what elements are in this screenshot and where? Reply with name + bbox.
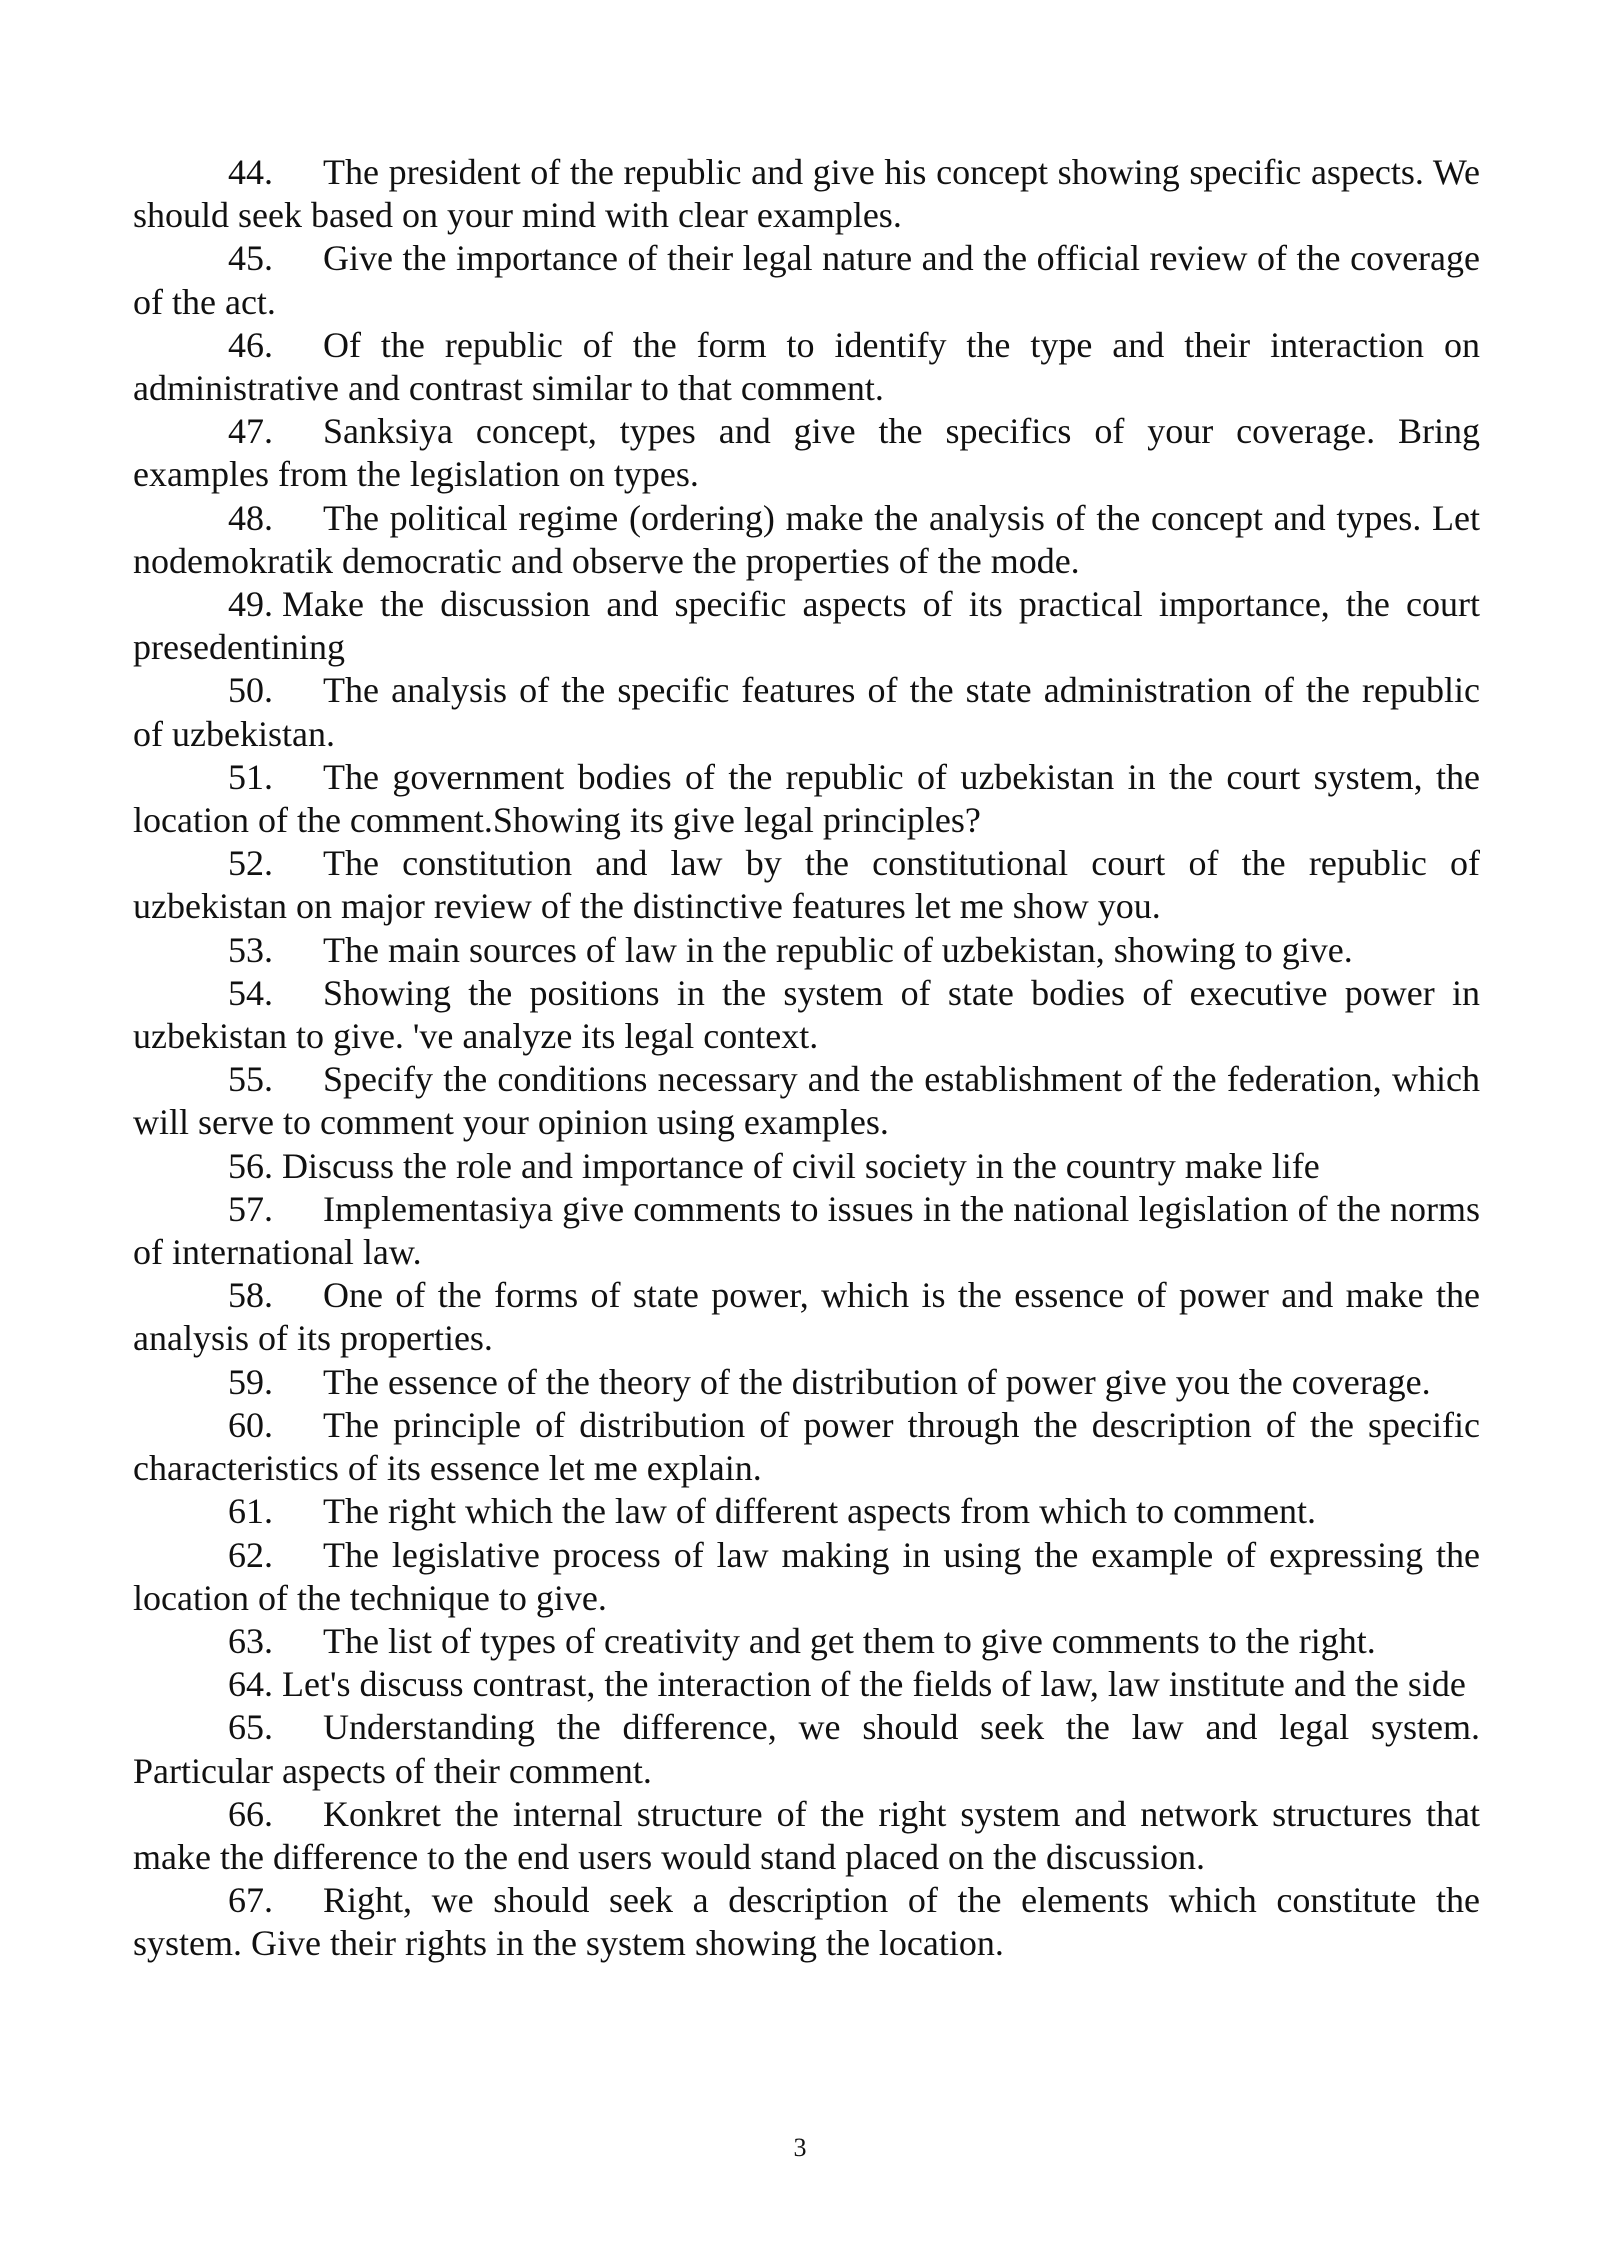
item-number: 52. [228,843,273,884]
item-text: The president of the republic and give his concept showing specific aspects. We should seek based on your mind with clear examples. [133,152,1480,236]
item-text: Right, we should seek a description of the elements which constitute the system. Give their rights in the system showing the location. [133,1880,1480,1964]
item-text: The government bodies of the republic of uzbekistan in the court system, the location of the comment.Showing its give legal principles? [133,756,1480,841]
item-number: 47. [228,411,273,452]
list-item-63 [133,1620,1480,1663]
item-number: 55. [228,1059,273,1100]
item-text: The legislative process of law making in using the example of expressing the location of the technique to give. [133,1534,1480,1618]
list-item-44 [133,151,1480,237]
list-item-56 [133,1145,1480,1188]
list-item-51 [133,756,1480,842]
list-item-54 [133,972,1480,1058]
item-text: Give the importance of their legal nature and the official review of the coverage of the act. [133,238,1480,322]
list-item-59 [133,1361,1480,1404]
item-number: 44. [228,152,273,192]
list-item-64 [133,1663,1480,1706]
list-item-49 [133,583,1480,669]
list-item-58 [133,1274,1480,1360]
list-item-67 [133,1879,1480,1965]
item-number: 59. [228,1361,273,1402]
list-item-57 [133,1188,1480,1274]
item-text: Of the republic of the form to identify the type and their interaction on administrative and contrast similar to that comment. [133,324,1480,409]
list-item-62 [133,1534,1480,1620]
item-number: 67. [228,1880,273,1921]
item-text: The main sources of law in the republic of uzbekistan, showing to give. [323,929,1353,970]
item-number: 49. [228,584,273,625]
item-text: The essence of the theory of the distribution of power give you the coverage. [323,1361,1431,1402]
item-number: 63. [228,1620,273,1661]
item-number: 66. [228,1793,273,1834]
list-item-61 [133,1490,1480,1533]
list-item-48 [133,497,1480,583]
list-item-50 [133,669,1480,755]
item-text: Specify the conditions necessary and the establishment of the federation, which will serve to comment your opinion using examples. [133,1059,1480,1143]
item-number: 45. [228,238,273,279]
item-text: Sanksiya concept, types and give the specifics of your coverage. Bring examples from the legislation on types. [133,411,1480,495]
item-text: The constitution and law by the constitutional court of the republic of uzbekistan on major review of the distinctive features let me show you. [133,843,1480,927]
list-item-65 [133,1706,1480,1792]
item-number: 54. [228,972,273,1013]
item-text: The principle of distribution of power through the description of the specific characteristics of its essence let me explain. [133,1404,1480,1489]
item-text: Showing the positions in the system of state bodies of executive power in uzbekistan to give. 've analyze its legal context. [133,972,1480,1057]
item-number: 64. [228,1664,273,1705]
item-text: Make the discussion and specific aspects of its practical importance, the court presedentining [133,584,1480,668]
list-item-47 [133,410,1480,496]
item-text: Implementasiya give comments to issues in the national legislation of the norms of international law. [133,1188,1480,1273]
item-number: 60. [228,1404,273,1445]
item-number: 61. [228,1491,273,1532]
item-text: The right which the law of different aspects from which to comment. [323,1491,1317,1532]
list-item-55 [133,1058,1480,1144]
question-list [133,151,1480,1966]
item-number: 62. [228,1534,273,1575]
item-number: 51. [228,756,273,797]
page-number: 3 [793,2133,807,2162]
item-number: 53. [228,929,273,970]
list-item-66 [133,1793,1480,1879]
list-item-53 [133,929,1480,972]
item-text: One of the forms of state power, which is the essence of power and make the analysis of its properties. [133,1275,1480,1359]
item-text: The analysis of the specific features of the state administration of the republic of uzbekistan. [133,670,1480,754]
list-item-46 [133,324,1480,410]
item-number: 65. [228,1707,273,1748]
item-text: Konkret the internal structure of the right system and network structures that make the difference to the end users would stand placed on the discussion. [133,1793,1480,1877]
item-text: Discuss the role and importance of civil society in the country make life [282,1145,1320,1186]
item-number: 56. [228,1145,273,1186]
list-item-52 [133,842,1480,928]
list-item-60 [133,1404,1480,1490]
item-text: Let's discuss contrast, the interaction of the fields of law, law institute and the side [282,1664,1466,1705]
item-number: 48. [228,497,273,538]
item-number: 46. [228,324,273,365]
item-number: 50. [228,670,273,711]
item-number: 58. [228,1275,273,1316]
item-number: 57. [228,1188,273,1229]
item-text: Understanding the difference, we should seek the law and legal system. Particular aspects of their comment. [133,1707,1480,1791]
item-text: The list of types of creativity and get them to give comments to the right. [323,1620,1376,1661]
list-item-45 [133,237,1480,323]
item-text: The political regime (ordering) make the analysis of the concept and types. Let nodemokratik democratic and observe the properties of the mode. [133,497,1480,581]
